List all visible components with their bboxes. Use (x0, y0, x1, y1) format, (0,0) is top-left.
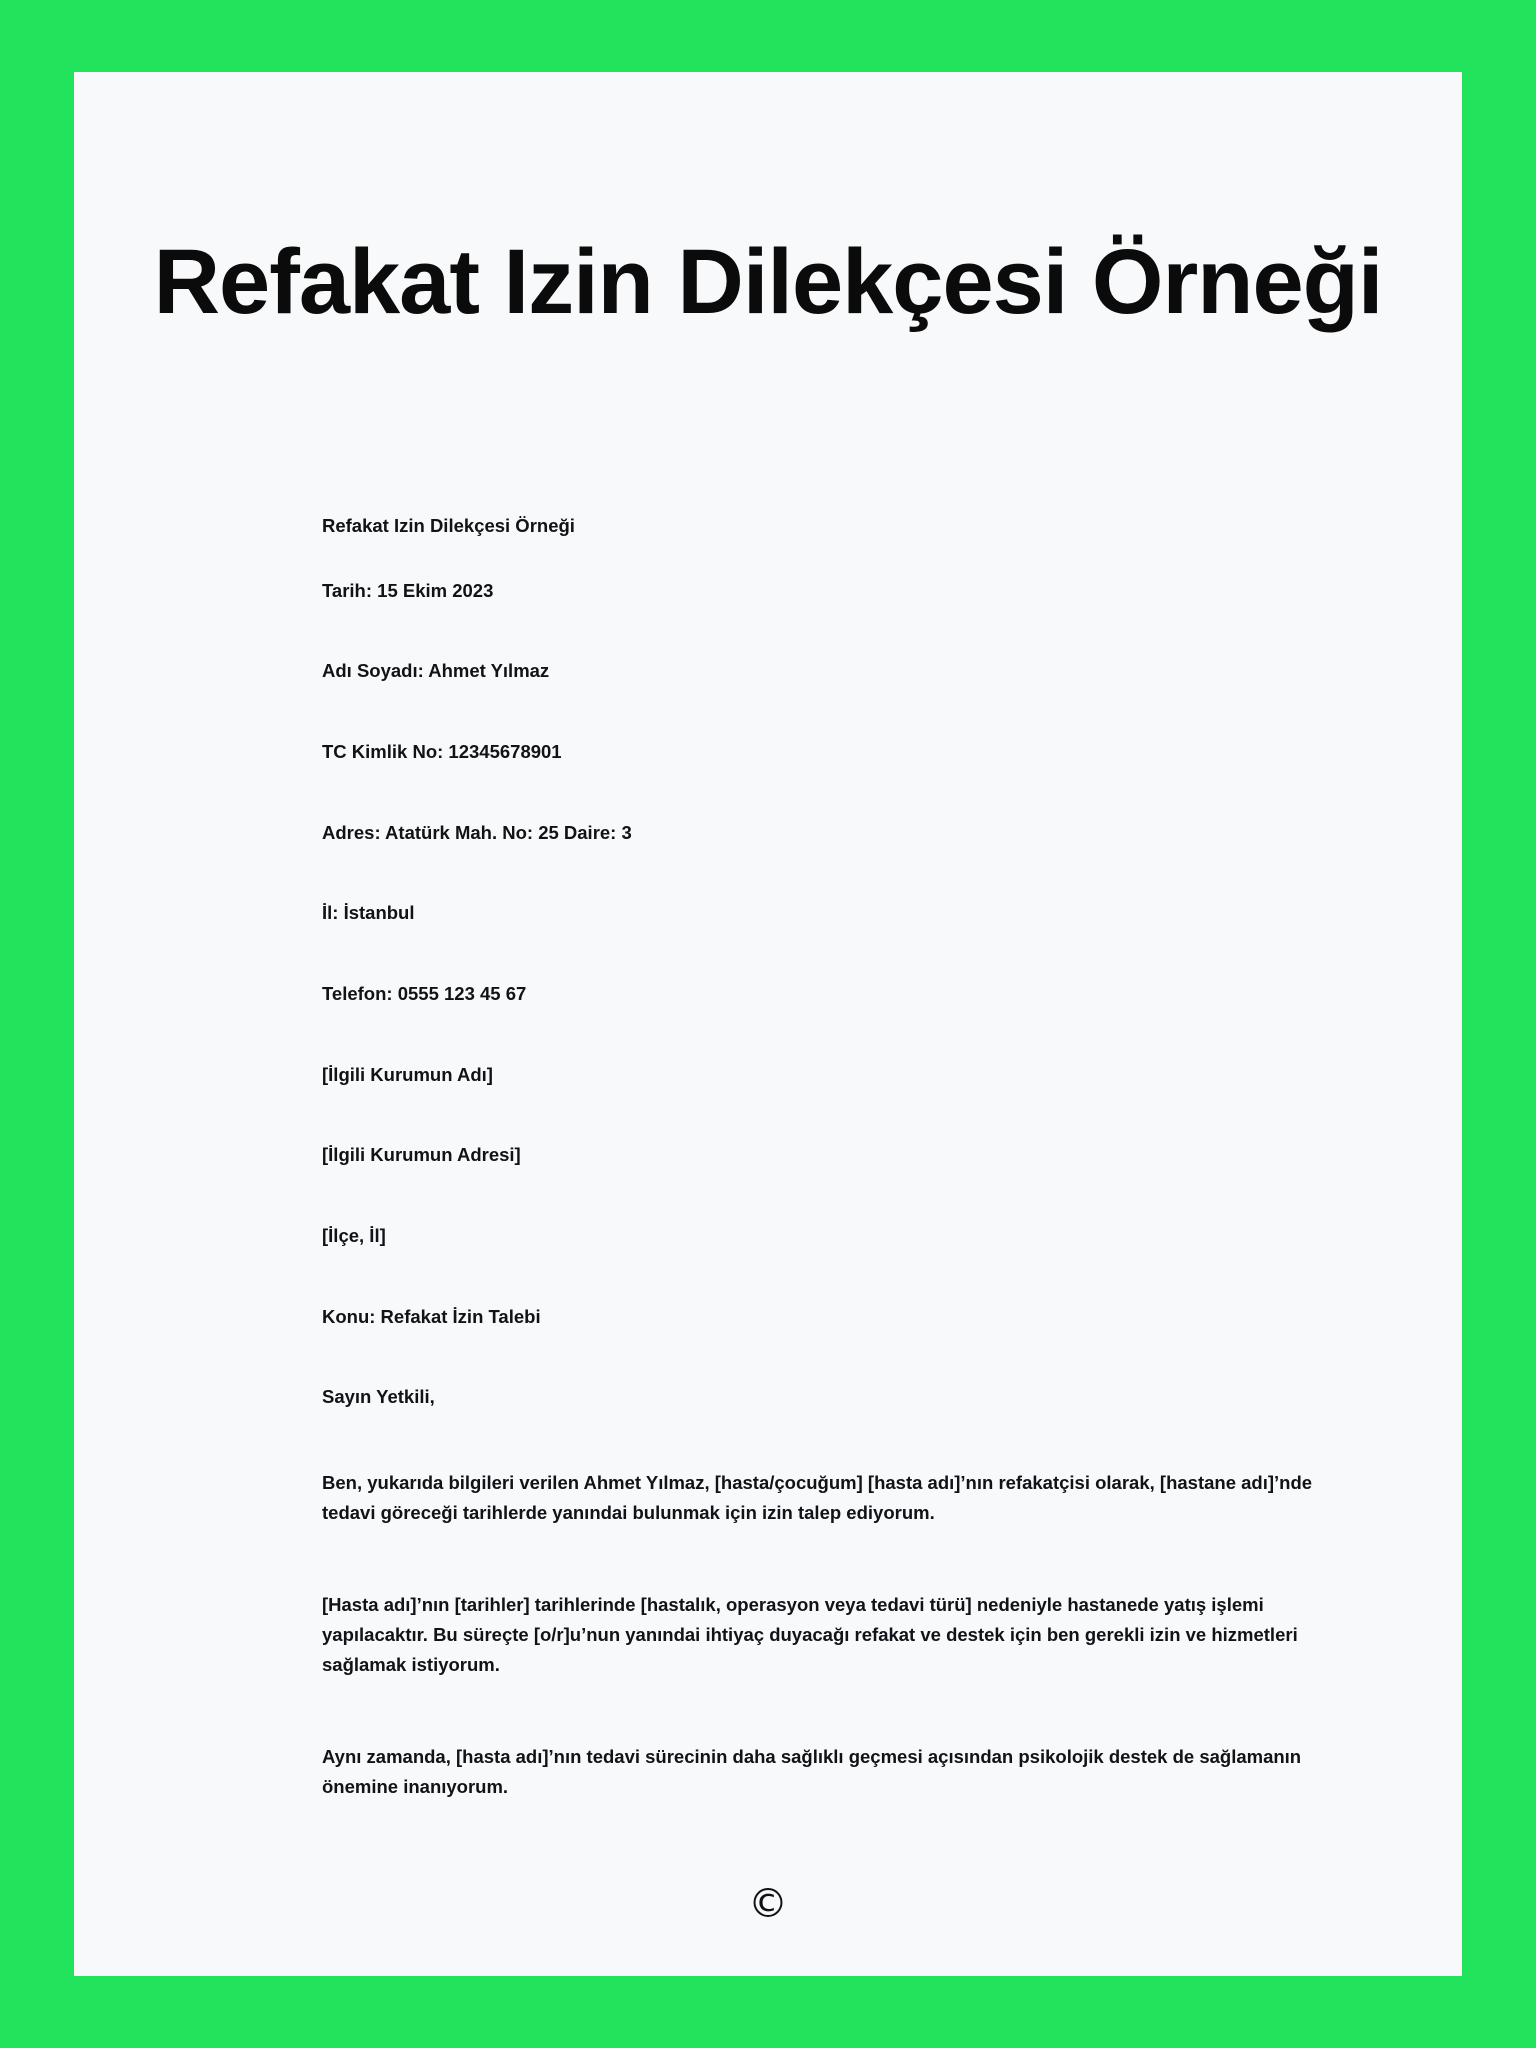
copyright-icon: © (748, 1881, 788, 1927)
subject-line: Konu: Refakat İzin Talebi (322, 1305, 541, 1327)
tc-line: TC Kimlik No: 12345678901 (322, 741, 562, 763)
paragraph-support: Aynı zamanda, [hasta adı]’nın tedavi sürecinin daha sağlıklı geçmesi açısından psikolojik destek de sağlamanın önemine inanıyorum. (322, 1745, 1302, 1797)
institution-address-line: [İlgili Kurumun Adresi] (322, 1144, 521, 1166)
paragraph-request: Ben, yukarıda bilgileri verilen Ahmet Yılmaz, [hasta/çocuğum] [hasta adı]’nın refakatçisi olarak, [hastane adı]’nde tedavi göreceği tarihlerde yanındai bulunmak için izin talep ediyorum. (322, 1472, 1313, 1524)
phone-line: Telefon: 0555 123 45 67 (322, 983, 527, 1005)
address-line: Adres: Atatürk Mah. No: 25 Daire: 3 (322, 821, 632, 843)
doc-subtitle: Refakat Izin Dilekçesi Örneği (322, 515, 575, 536)
salutation-line: Sayın Yetkili, (322, 1386, 435, 1408)
name-line: Adı Soyadı: Ahmet Yılmaz (322, 660, 550, 682)
paragraph-details: [Hasta adı]’nın [tarihler] tarihlerinde [hastalık, operasyon veya tedavi türü] nedeniyle hastanede yatış işlemi yapılacaktır. Bu süreçte [o/r]u’nun yanındai ihtiyaç duyacağı refakat ve destek için ben gerekli izin ve hizmetleri sağlamak istiyorum. (322, 1594, 1298, 1675)
district-city-line: [İlçe, İl] (322, 1225, 386, 1247)
city-line: İl: İstanbul (322, 902, 415, 924)
institution-name-line: [İlgili Kurumun Adı] (322, 1063, 493, 1085)
document-page (74, 72, 1462, 1976)
page-title: Refakat Izin Dilekçesi Örneği (153, 231, 1383, 333)
document-body (322, 512, 1362, 1864)
date-line: Tarih: 15 Ekim 2023 (322, 579, 494, 601)
